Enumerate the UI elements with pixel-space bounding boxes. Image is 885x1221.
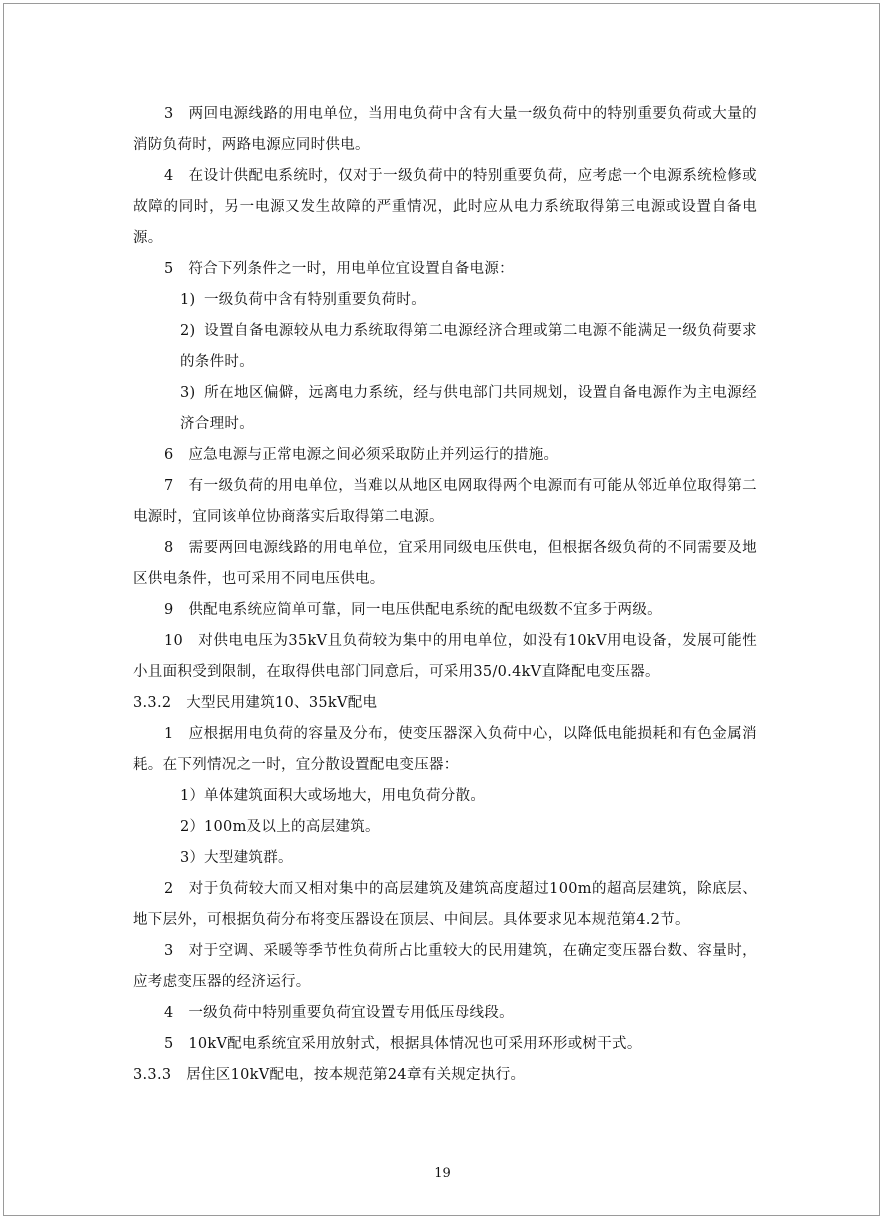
list-number: 3） — [180, 850, 205, 866]
list-number: 2） — [180, 819, 205, 835]
clause-4-paragraph: 4 一级负荷中特别重要负荷宜设置专用低压母线段。 — [164, 1005, 514, 1021]
clause-5-paragraph: 5 符合下列条件之一时，用电单位宜设置自备电源： — [164, 261, 514, 277]
list-number: 1） — [180, 788, 205, 804]
section-heading-3-3-3: 3.3.3 居住区10kV配电，按本规范第24章有关规定执行。 — [133, 1067, 526, 1083]
clause-3-paragraph: 3 两回电源线路的用电单位，当用电负荷中含有大量一级负荷中的特别重要负荷或大量的消防负荷时，两路电源应同时供电。 — [133, 106, 757, 153]
clause-7-paragraph: 7 有一级负荷的用电单位，当难以从地区电网取得两个电源而有可能从邻近单位取得第二电源时，宜同该单位协商落实后取得第二电源。 — [133, 478, 757, 525]
list-text: 所在地区偏僻，远离电力系统，经与供电部门共同规划，设置自备电源作为主电源经济合理时。 — [180, 385, 757, 432]
clause-2-paragraph: 2 对于负荷较大而又相对集中的高层建筑及建筑高度超过100m的超高层建筑，除底层、地下层外，可根据负荷分布将变压器设在顶层、中间层。具体要求见本规范第4.2节。 — [133, 881, 757, 928]
list-number: 3) — [180, 385, 196, 401]
list-text: 大型建筑群。 — [204, 850, 293, 866]
list-number: 1) — [180, 292, 196, 308]
list-item — [133, 781, 757, 812]
page-number: 19 — [434, 1166, 451, 1181]
list-text: 设置自备电源较从电力系统取得第二电源经济合理或第二电源不能满足一级负荷要求的条件时。 — [180, 323, 757, 370]
clause-4-paragraph: 4 在设计供配电系统时，仅对于一级负荷中的特别重要负荷，应考虑一个电源系统检修或故障的同时，另一电源又发生故障的严重情况，此时应从电力系统取得第三电源或设置自备电源。 — [133, 168, 757, 246]
clause-5-paragraph: 5 10kV配电系统宜采用放射式，根据具体情况也可采用环形或树干式。 — [164, 1036, 642, 1052]
section-heading-3-3-2: 3.3.2 大型民用建筑10、35kV配电 — [133, 695, 378, 711]
list-item — [133, 316, 757, 378]
clause-1-paragraph: 1 应根据用电负荷的容量及分布，使变压器深入负荷中心，以降低电能损耗和有色金属消耗。在下列情况之一时，宜分散设置配电变压器： — [133, 726, 757, 773]
list-item — [133, 812, 757, 843]
clause-6-paragraph: 6 应急电源与正常电源之间必须采取防止并列运行的措施。 — [164, 447, 559, 463]
list-text: 一级负荷中含有特别重要负荷时。 — [204, 292, 426, 308]
clause-3-paragraph: 3 对于空调、采暖等季节性负荷所占比重较大的民用建筑，在确定变压器台数、容量时，应考虑变压器的经济运行。 — [133, 943, 757, 990]
list-item — [133, 378, 757, 440]
list-number: 2) — [180, 323, 196, 339]
list-text: 单体建筑面积大或场地大，用电负荷分散。 — [204, 788, 486, 804]
clause-9-paragraph: 9 供配电系统应简单可靠，同一电压供配电系统的配电级数不宜多于两级。 — [164, 602, 662, 618]
clause-10-paragraph: 10 对供电电压为35kV且负荷较为集中的用电单位，如没有10kV用电设备，发展可能性小且面积受到限制，在取得供电部门同意后，可采用35/0.4kV直降配电变压器。 — [133, 633, 757, 680]
list-item — [133, 843, 757, 874]
document-body — [133, 99, 757, 1091]
list-item — [133, 285, 757, 316]
list-text: 100m及以上的高层建筑。 — [204, 819, 380, 835]
clause-8-paragraph: 8 需要两回电源线路的用电单位，宜采用同级电压供电，但根据各级负荷的不同需要及地区供电条件，也可采用不同电压供电。 — [133, 540, 757, 587]
